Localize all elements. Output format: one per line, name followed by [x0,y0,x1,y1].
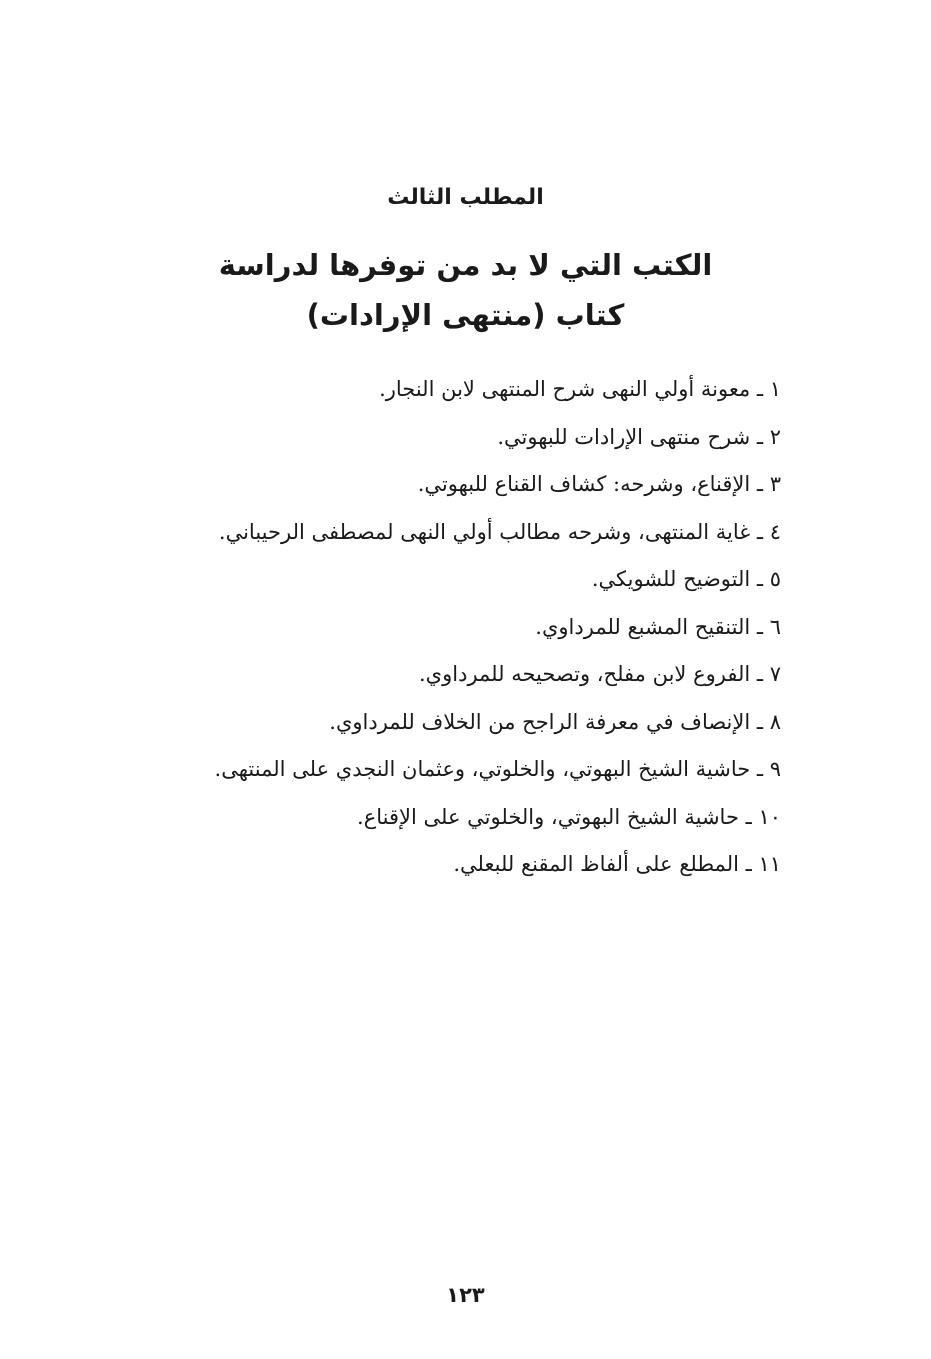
list-item: ١٠ ـ حاشية الشيخ البهوتي، والخلوتي على الإقناع. [357,804,781,829]
page-title-line-2: كتاب (منتهى الإرادات) [306,298,625,332]
page-title [0,240,931,340]
list-item: ٢ ـ شرح منتهى الإرادات للبهوتي. [497,424,781,449]
page-title-line-1: الكتب التي لا بد من توفرها لدراسة [218,248,713,282]
list-item: ٥ ـ التوضيح للشويكي. [591,567,781,591]
book-list [101,366,781,889]
list-item: ٣ ـ الإقناع، وشرحه: كشاف القناع للبهوتي. [417,472,781,496]
list-item: ٧ ـ الفروع لابن مفلح، وتصحيحه للمرداوي. [419,662,781,686]
list-item: ٦ ـ التنقيح المشبع للمرداوي. [535,614,781,639]
list-item: ١ ـ معونة أولي النهى شرح المنتهى لابن النجار. [379,377,781,401]
page-number: ١٢٣ [446,1283,485,1307]
section-label: المطلب الثالث [387,185,544,210]
list-item: ٤ ـ غاية المنتهى، وشرحه مطالب أولي النهى لمصطفى الرحيباني. [218,519,781,544]
list-item: ٩ ـ حاشية الشيخ البهوتي، والخلوتي، وعثمان النجدي على المنتهى. [214,757,781,781]
list-item: ١١ ـ المطلع على ألفاظ المقنع للبعلي. [453,852,781,876]
list-item: ٨ ـ الإنصاف في معرفة الراجح من الخلاف للمرداوي. [329,709,781,734]
